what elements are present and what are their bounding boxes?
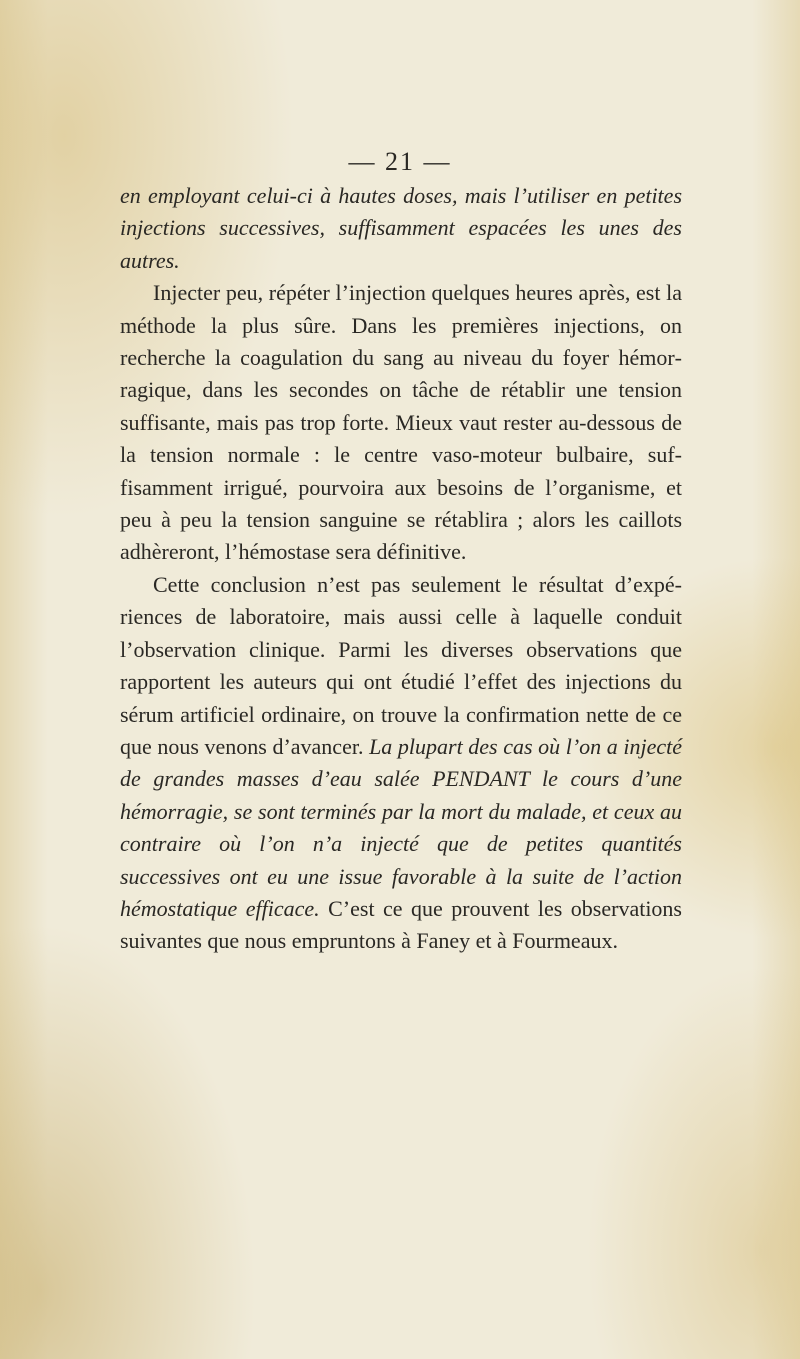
body-text-run: Cette conclusion n’est pas seulement le résultat d’expériences de laboratoire, mais aussi celle à laquelle conduit l’observation clinique. Parmi les diverses observations que rapportent les auteurs qui ont étudié l’effet des injections du sérum artificiel ordinaire, on trouve la confirmation nette de ce que nous venons d’avancer. <box>120 571 682 759</box>
paragraph-2 <box>120 277 682 569</box>
body-text <box>120 180 682 958</box>
paragraph-3 <box>120 569 682 958</box>
italic-text: La plupart des cas où l’on a injecté de grandes masses d’eau salée PENDANT le cours d’une hémorragie, se sont terminés par la mort du malade, et ceux au contraire où l’on n’a injecté que de petites quantités successives ont eu une issue favorable à la suite de l’action hémostatique efficace. <box>120 733 683 921</box>
body-text-run: Injecter peu, répéter l’injection quelques heures après, est la méthode la plus sûre. Dans les premières injections, on recherche la coagulation du sang au niveau du foyer hémorragique, dans les secondes on tâche de rétablir une tension suffisante, mais pas trop forte. Mieux vaut rester au-dessous de la tension normale : le centre vaso-moteur bulbaire, suffisamment irrigué, pourvoira aux besoins de l’organisme, et peu à peu la tension sanguine se rétablira ; alors les caillots adhèreront, l’hémostase sera définitive. <box>120 280 682 565</box>
italic-text: en employant celui-ci à hautes doses, mais l’utiliser en petites injections successives, suffisamment espacées les unes des autres. <box>120 183 682 273</box>
paragraph-1 <box>120 180 682 277</box>
page-number: — 21 — <box>348 147 452 176</box>
body-text-run: C’est ce que prouvent les observations suivantes que nous empruntons à Faney et à Fourmeaux. <box>120 895 682 954</box>
